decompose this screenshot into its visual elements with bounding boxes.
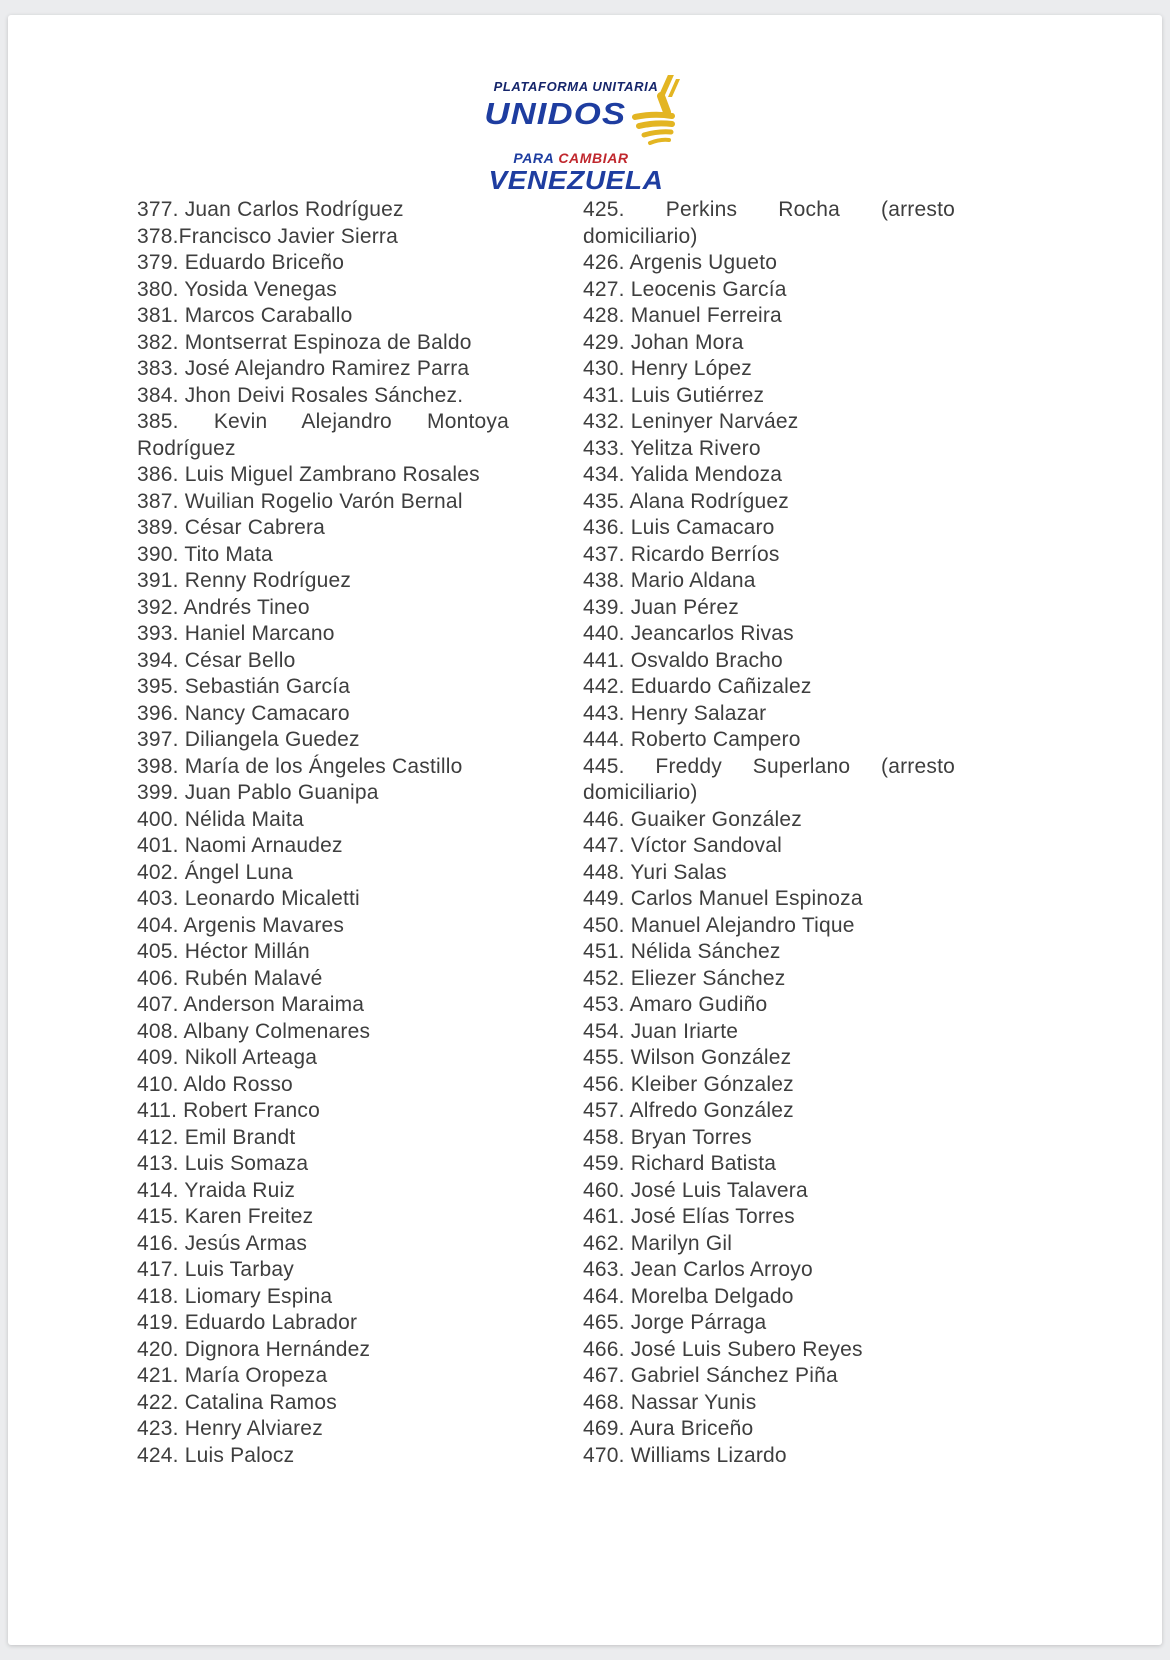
list-item: 402. Ángel Luna <box>137 860 293 884</box>
list-item: 470. Williams Lizardo <box>583 1443 787 1467</box>
list-item: 406. Rubén Malavé <box>137 966 323 990</box>
hand-icon <box>628 92 678 148</box>
logo-text-para: PARA <box>513 150 554 166</box>
names-list <box>137 197 955 1469</box>
list-item: 390. Tito Mata <box>137 542 273 566</box>
list-item: 428. Manuel Ferreira <box>583 304 782 327</box>
list-item: 458. Bryan Torres <box>583 1125 752 1149</box>
list-item: 391. Renny Rodríguez <box>137 569 352 592</box>
list-item: 392. Andrés Tineo <box>137 595 310 619</box>
list-item: 437. Ricardo Berríos <box>583 542 780 566</box>
list-item: 420. Dignora Hernández <box>137 1337 371 1361</box>
list-item: 461. José Elías Torres <box>583 1205 795 1228</box>
list-item: 456. Kleiber Gónzalez <box>583 1072 794 1096</box>
list-item: 378.Francisco Javier Sierra <box>137 224 398 248</box>
logo-text-plataforma-unitaria: PLATAFORMA UNITARIA <box>493 78 659 94</box>
list-item: 399. Juan Pablo Guanipa <box>137 781 379 804</box>
list-item: 416. Jesús Armas <box>137 1231 308 1255</box>
list-item: 455. Wilson González <box>583 1046 792 1069</box>
list-item: 418. Liomary Espina <box>137 1284 333 1308</box>
list-item: 411. Robert Franco <box>137 1099 320 1122</box>
names-column-right <box>583 197 955 1469</box>
list-item: 452. Eliezer Sánchez <box>583 966 786 990</box>
logo-main-row <box>484 96 679 148</box>
list-item: 433. Yelitza Rivero <box>583 436 761 460</box>
list-item: 414. Yraida Ruiz <box>137 1178 296 1202</box>
list-item: 417. Luis Tarbay <box>137 1258 294 1281</box>
list-item: 431. Luis Gutiérrez <box>583 383 765 407</box>
list-item: 377. Juan Carlos Rodríguez <box>137 198 404 221</box>
logo-text-cambiar: CAMBIAR <box>558 150 629 166</box>
list-item: 397. Diliangela Guedez <box>137 728 360 751</box>
list-item: 412. Emil Brandt <box>137 1125 296 1149</box>
list-item: 427. Leocenis García <box>583 277 787 301</box>
list-item: 449. Carlos Manuel Espinoza <box>583 887 863 910</box>
list-item: 384. Jhon Deivi Rosales Sánchez. <box>137 383 464 407</box>
list-item: 469. Aura Briceño <box>583 1417 754 1440</box>
list-item: 448. Yuri Salas <box>583 860 727 884</box>
list-item: 441. Osvaldo Bracho <box>583 648 783 672</box>
list-item: 395. Sebastián García <box>137 675 351 698</box>
list-item: 396. Nancy Camacaro <box>137 701 350 725</box>
list-item: 454. Juan Iriarte <box>583 1019 739 1043</box>
list-item: 424. Luis Palocz <box>137 1443 295 1467</box>
list-item: 439. Juan Pérez <box>583 595 739 619</box>
list-item: 443. Henry Salazar <box>583 701 767 725</box>
list-item: 434. Yalida Mendoza <box>583 463 783 486</box>
list-item: 400. Nélida Maita <box>137 807 304 831</box>
list-item: 464. Morelba Delgado <box>583 1284 794 1308</box>
list-item: 389. César Cabrera <box>137 516 326 539</box>
list-item: 432. Leninyer Narváez <box>583 410 799 433</box>
list-item: 447. Víctor Sandoval <box>583 834 782 857</box>
list-item: 409. Nikoll Arteaga <box>137 1046 318 1069</box>
list-item: 460. José Luis Talavera <box>583 1178 808 1202</box>
list-item: 422. Catalina Ramos <box>137 1390 337 1414</box>
list-item: 405. Héctor Millán <box>137 940 310 963</box>
list-item: 383. José Alejandro Ramirez Parra <box>137 357 470 380</box>
list-item: 459. Richard Batista <box>583 1152 777 1175</box>
plataforma-unitaria-logo <box>8 75 1162 193</box>
logo-text-venezuela: VENEZUELA <box>488 165 664 195</box>
logo-text-unidos: UNIDOS <box>484 96 626 131</box>
list-item: 379. Eduardo Briceño <box>137 251 345 274</box>
list-item: 385. Kevin Alejandro Montoya Rodríguez <box>137 410 509 460</box>
list-item: 410. Aldo Rosso <box>137 1072 293 1096</box>
list-item: 446. Guaiker González <box>583 807 802 831</box>
list-item: 457. Alfredo González <box>583 1099 794 1122</box>
list-item: 466. José Luis Subero Reyes <box>583 1337 863 1361</box>
list-item: 445. Freddy Superlano (arresto domiciliario) <box>583 754 955 804</box>
list-item: 401. Naomi Arnaudez <box>137 834 343 857</box>
list-item: 444. Roberto Campero <box>583 728 801 751</box>
list-item: 386. Luis Miguel Zambrano Rosales <box>137 463 480 486</box>
list-item: 423. Henry Alviarez <box>137 1417 323 1440</box>
list-item: 438. Mario Aldana <box>583 569 756 592</box>
list-item: 465. Jorge Párraga <box>583 1311 767 1334</box>
list-item: 393. Haniel Marcano <box>137 622 335 645</box>
list-item: 394. César Bello <box>137 648 296 672</box>
list-item: 380. Yosida Venegas <box>137 277 337 301</box>
list-item: 408. Albany Colmenares <box>137 1019 371 1043</box>
list-item: 430. Henry López <box>583 357 752 380</box>
list-item: 387. Wuilian Rogelio Varón Bernal <box>137 489 463 513</box>
list-item: 468. Nassar Yunis <box>583 1390 757 1414</box>
list-item: 413. Luis Somaza <box>137 1152 309 1175</box>
list-item: 442. Eduardo Cañizalez <box>583 675 812 698</box>
list-item: 425. Perkins Rocha (arresto domiciliario) <box>583 198 955 248</box>
list-item: 451. Nélida Sánchez <box>583 940 781 963</box>
list-item: 415. Karen Freitez <box>137 1205 314 1228</box>
list-item: 429. Johan Mora <box>583 330 744 354</box>
list-item: 407. Anderson Maraima <box>137 993 365 1016</box>
logo-tagline <box>513 150 628 166</box>
list-item: 450. Manuel Alejandro Tique <box>583 913 855 937</box>
list-item: 436. Luis Camacaro <box>583 516 775 539</box>
list-item: 463. Jean Carlos Arroyo <box>583 1258 813 1281</box>
names-column-left <box>137 197 509 1469</box>
list-item: 419. Eduardo Labrador <box>137 1311 358 1334</box>
list-item: 381. Marcos Caraballo <box>137 304 353 327</box>
list-item: 382. Montserrat Espinoza de Baldo <box>137 330 472 354</box>
document-page <box>8 15 1162 1645</box>
list-item: 421. María Oropeza <box>137 1364 328 1387</box>
list-item: 467. Gabriel Sánchez Piña <box>583 1364 838 1387</box>
list-item: 403. Leonardo Micaletti <box>137 887 360 910</box>
list-item: 435. Alana Rodríguez <box>583 489 789 513</box>
list-item: 398. María de los Ángeles Castillo <box>137 754 463 778</box>
list-item: 426. Argenis Ugueto <box>583 251 778 274</box>
list-item: 462. Marilyn Gil <box>583 1231 733 1255</box>
list-item: 440. Jeancarlos Rivas <box>583 622 794 645</box>
list-item: 404. Argenis Mavares <box>137 913 345 937</box>
list-item: 453. Amaro Gudiño <box>583 993 768 1016</box>
